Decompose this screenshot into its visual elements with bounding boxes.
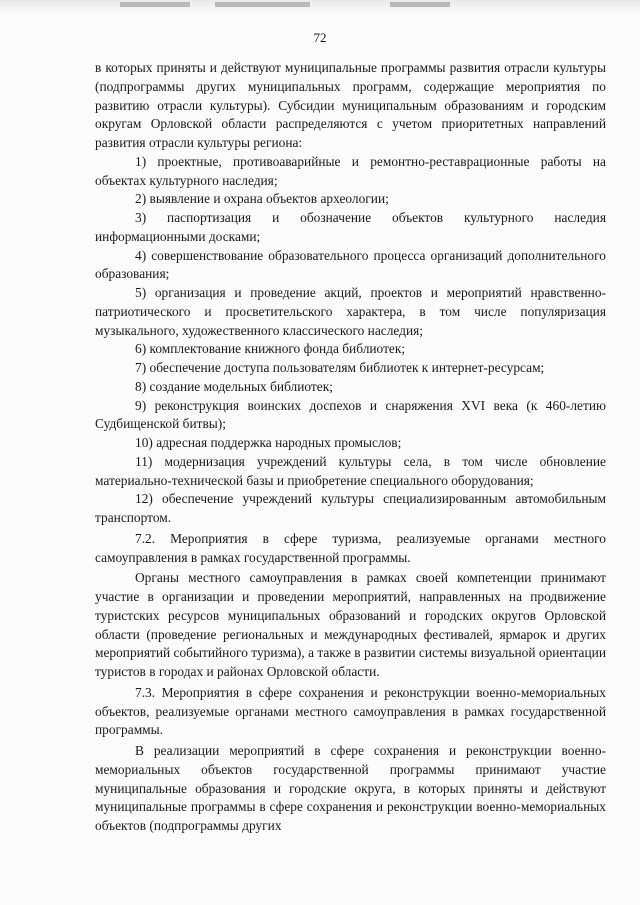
list-item: 7) обеспечение доступа пользователям библиотек к интернет-ресурсам;	[135, 360, 545, 375]
list-item: 2) выявление и охрана объектов археологии;	[135, 191, 389, 207]
list-item: 4) совершенствование образовательного процесса организаций дополнительного образования;	[95, 247, 606, 282]
scan-artifact	[390, 2, 450, 7]
list-item: 1) проектные, противоаварийные и ремонтно-реставрационные работы на объектах культурного наследия;	[95, 153, 606, 188]
paragraph-tourism: Органы местного самоуправления в рамках своей компетенции принимают участие в организации и проведении мероприятий, направленных на продвижение туристских ресурсов муниципальных образований и городских округов Орловской области (проведение региональных и международных фестивалей, ярмарок и других мероприятий событийного туризма), а также в развитии системы визуальной ориентации туристов в городах и районах Орловской области.	[95, 570, 606, 679]
paragraph-intro: в которых приняты и действуют муниципальные программы развития отрасли культуры (подпрограммы других муниципальных программ, содержащие мероприятия по развитию отрасли культуры). Субсидии муниципальным образованиям и городским округам Орловской области распределяются с учетом приоритетных направлений развития отрасли культуры региона:	[95, 60, 606, 150]
list-item: 12) обеспечение учреждений культуры специализированным автомобильным транспортом.	[95, 491, 606, 525]
scan-artifact	[215, 2, 310, 7]
scan-artifact	[120, 2, 190, 7]
paragraph-memorials: В реализации мероприятий в сфере сохранения и реконструкции военно-мемориальных объектов государственной программы принимают участие муниципальные образования и городские округа, в которых приняты и действуют муниципальные программы в сфере сохранения и реконструкции военно-мемориальных объектов (подпрограммы других	[95, 743, 606, 833]
section-heading-7-3: 7.3. Мероприятия в сфере сохранения и реконструкции военно-мемориальных объектов, реализуемые органами местного самоуправления в рамках государственной программы.	[95, 684, 606, 738]
scan-edge	[0, 0, 640, 14]
list-item: 9) реконструкция воинских доспехов и снаряжения XVI века (к 460-летию Судбищенской битвы);	[95, 397, 606, 432]
list-item: 6) комплектование книжного фонда библиотек;	[135, 341, 406, 357]
document-body	[95, 59, 606, 836]
section-heading-7-2: 7.2. Мероприятия в сфере туризма, реализуемые органами местного самоуправления в рамках государственной программы.	[95, 530, 606, 565]
list-item: 3) паспортизация и обозначение объектов культурного наследия информационными досками;	[95, 210, 606, 244]
page-number: 72	[313, 30, 327, 45]
list-item: 8) создание модельных библиотек;	[135, 378, 333, 394]
list-item: 11) модернизация учреждений культуры села, в том числе обновление материально-технической базы и приобретение специального оборудования;	[95, 453, 606, 488]
list-item: 10) адресная поддержка народных промыслов;	[135, 435, 402, 450]
list-item: 5) организация и проведение акций, проектов и мероприятий нравственно-патриотического и просветительского характера, в том числе популяризация музыкального, художественного классического наследия;	[95, 285, 606, 338]
